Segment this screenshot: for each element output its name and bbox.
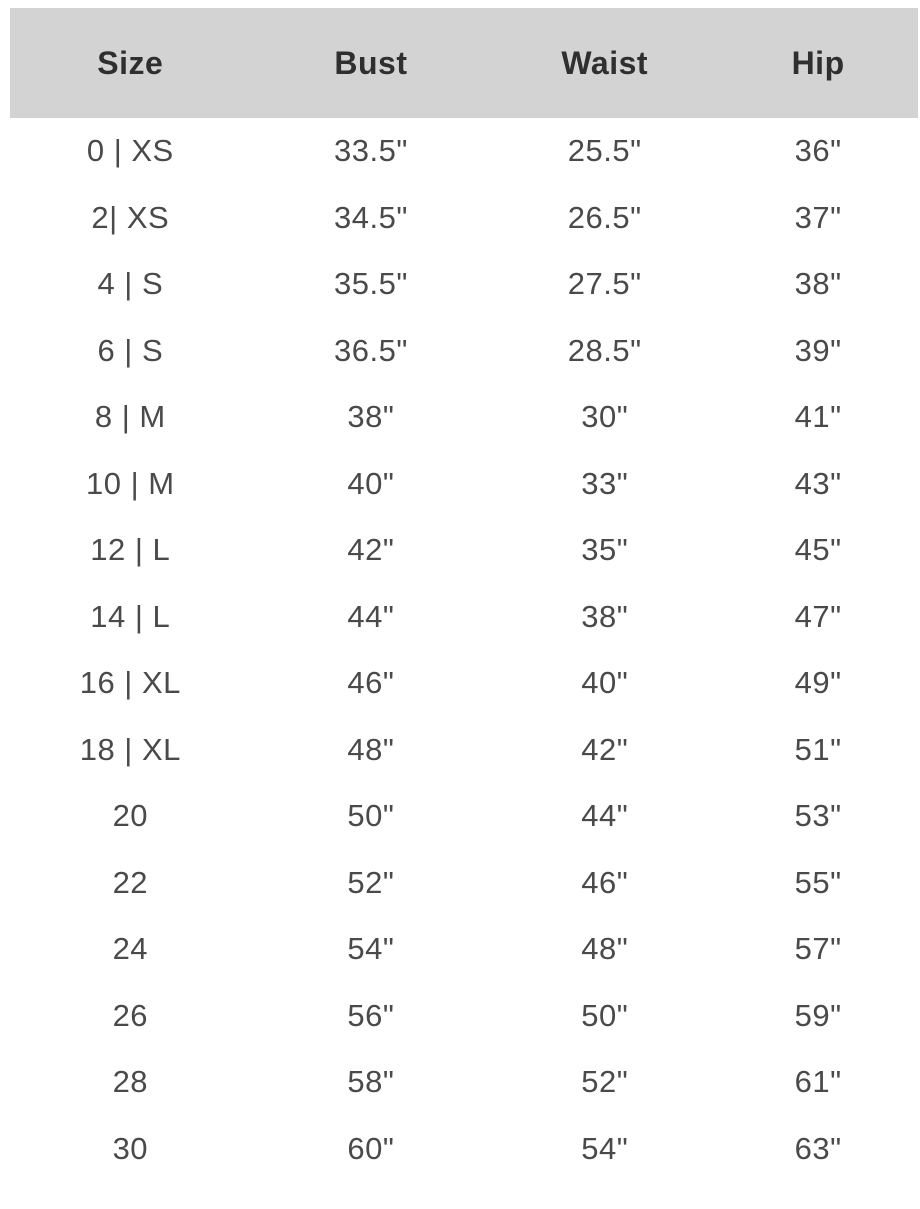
table-row: [10, 916, 918, 983]
header-cell-bust: Bust: [334, 44, 408, 81]
table-cell: 42": [347, 532, 395, 568]
table-cell: 4 | S: [97, 266, 164, 302]
table-header-row: [10, 8, 918, 118]
table-cell: 50": [347, 798, 395, 834]
table-cell: 54": [347, 931, 395, 967]
table-cell: 54": [581, 1130, 629, 1166]
table-cell: 38": [581, 598, 629, 634]
table-cell: 43": [794, 465, 842, 501]
table-cell: 46": [347, 665, 395, 701]
table-cell: 33": [581, 465, 629, 501]
table-cell: 38": [347, 399, 395, 435]
table-cell: 60": [347, 1130, 395, 1166]
table-cell: 10 | M: [86, 465, 175, 501]
table-cell: 24: [112, 931, 149, 967]
table-row: [10, 650, 918, 717]
table-cell: 48": [581, 931, 629, 967]
table-cell: 0 | XS: [86, 133, 174, 169]
table-row: [10, 1116, 918, 1183]
table-cell: 22: [112, 864, 149, 900]
table-cell: 34.5": [333, 199, 408, 235]
table-cell: 61": [794, 1064, 842, 1100]
size-chart-table: [10, 8, 918, 1182]
table-row: [10, 783, 918, 850]
table-row: [10, 983, 918, 1050]
table-row: [10, 318, 918, 385]
table-cell: 44": [581, 798, 629, 834]
table-cell: 16 | XL: [79, 665, 181, 701]
table-cell: 37": [794, 199, 842, 235]
table-row: [10, 451, 918, 518]
table-row: [10, 517, 918, 584]
table-cell: 40": [581, 665, 629, 701]
table-cell: 55": [794, 864, 842, 900]
header-cell-hip: Hip: [791, 44, 845, 81]
table-cell: 49": [794, 665, 842, 701]
table-row: [10, 1049, 918, 1116]
header-cell-waist: Waist: [561, 44, 649, 81]
table-cell: 18 | XL: [79, 731, 181, 767]
table-cell: 50": [581, 997, 629, 1033]
table-row: [10, 185, 918, 252]
table-body: [10, 118, 918, 1182]
table-cell: 28: [112, 1064, 149, 1100]
table-cell: 2| XS: [91, 199, 170, 235]
table-cell: 38": [794, 266, 842, 302]
table-cell: 28.5": [567, 332, 642, 368]
table-cell: 39": [794, 332, 842, 368]
table-cell: 35.5": [333, 266, 408, 302]
table-cell: 40": [347, 465, 395, 501]
table-cell: 63": [794, 1130, 842, 1166]
table-cell: 52": [581, 1064, 629, 1100]
table-cell: 46": [581, 864, 629, 900]
table-cell: 41": [794, 399, 842, 435]
table-cell: 36.5": [333, 332, 408, 368]
table-cell: 56": [347, 997, 395, 1033]
table-cell: 42": [581, 731, 629, 767]
table-cell: 47": [794, 598, 842, 634]
table-cell: 58": [347, 1064, 395, 1100]
table-cell: 25.5": [567, 133, 642, 169]
table-cell: 48": [347, 731, 395, 767]
table-cell: 36": [794, 133, 842, 169]
header-cell-size: Size: [97, 44, 164, 81]
table-row: [10, 717, 918, 784]
table-cell: 20: [112, 798, 149, 834]
table-cell: 53": [794, 798, 842, 834]
table-cell: 6 | S: [97, 332, 164, 368]
table-cell: 44": [347, 598, 395, 634]
table-cell: 30": [581, 399, 629, 435]
table-cell: 33.5": [333, 133, 408, 169]
table-cell: 52": [347, 864, 395, 900]
table-cell: 26: [112, 997, 149, 1033]
table-cell: 51": [794, 731, 842, 767]
table-cell: 8 | M: [94, 399, 166, 435]
table-row: [10, 118, 918, 185]
table-cell: 27.5": [567, 266, 642, 302]
table-row: [10, 251, 918, 318]
table-cell: 59": [794, 997, 842, 1033]
table-row: [10, 850, 918, 917]
table-row: [10, 584, 918, 651]
table-cell: 12 | L: [90, 532, 171, 568]
table-cell: 57": [794, 931, 842, 967]
table-cell: 14 | L: [90, 598, 171, 634]
table-row: [10, 384, 918, 451]
table-cell: 45": [794, 532, 842, 568]
table-cell: 26.5": [567, 199, 642, 235]
table-cell: 35": [581, 532, 629, 568]
table-cell: 30: [112, 1130, 149, 1166]
